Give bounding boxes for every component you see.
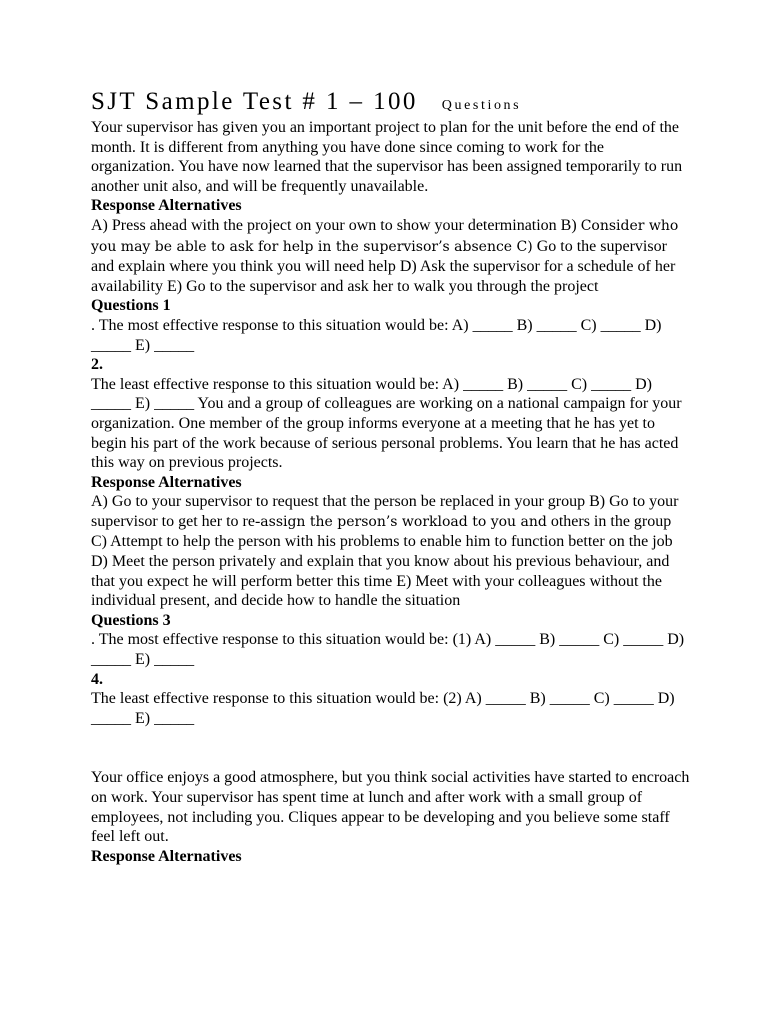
question-1-heading: Questions 1	[91, 297, 171, 315]
document-page	[91, 86, 691, 866]
scenario-2-alternatives-part-a: A) Go to your supervisor to request that the person be replaced in your group B) Go to your supervisor to get her to re-	[91, 493, 679, 530]
scenario-2-alternatives	[91, 492, 691, 611]
scenario-1-alternatives-part-a: A) Press ahead with the project on your own to show your determination B)	[91, 216, 577, 234]
section-spacer	[91, 728, 691, 768]
question-4-heading: 4.	[91, 670, 103, 688]
scenario-2-alternatives-part-b: assign the person’s workload to you and	[260, 513, 547, 530]
title-main: SJT Sample Test # 1 – 100	[91, 88, 418, 115]
scenario-3-text: Your office enjoys a good atmosphere, but you think social activities have started to encroach on work. Your supervisor has spent time at lunch and after work with a small group of employees, not including you. Cliques appear to be developing and you believe some staff feel left out.	[91, 769, 690, 846]
scenario-1-alternatives	[91, 216, 691, 296]
question-3-heading: Questions 3	[91, 611, 171, 629]
question-4-text: The least effective response to this situation would be: (2) A) _____ B) _____ C) _____ D) _____ E) _____	[91, 690, 675, 727]
scenario-2-alternatives-part-c: others in the group C) Attempt to help the person with his problems to enable him to function better on the job D) Meet the person privately and explain that you know about his previous behaviour, and that you expect he will perform better this time E) Meet with your colleagues without the individual present, and decide how to handle the situation	[91, 512, 673, 610]
scenario-2-response-heading: Response Alternatives	[91, 473, 242, 491]
question-2-text: The least effective response to this situation would be: A) _____ B) _____ C) _____ D) _____ E) _____ You and a group of colleagues are working on a national campaign for your organization. One member of the group informs everyone at a meeting that he has yet to begin his part of the work because of serious personal problems. You learn that he has acted this way on previous projects.	[91, 375, 682, 472]
question-2-heading: 2.	[91, 356, 103, 374]
scenario-1-text: Your supervisor has given you an important project to plan for the unit before the end of the month. It is different from anything you have done since coming to work for the organization. You have now learned that the supervisor has been assigned temporarily to run another unit also, and will be frequently unavailable.	[91, 119, 683, 195]
question-1-text: . The most effective response to this situation would be: A) _____ B) _____ C) _____ D) _____ E) _____	[91, 316, 662, 354]
scenario-3-response-heading: Response Alternatives	[91, 847, 242, 865]
scenario-1-response-heading: Response Alternatives	[91, 197, 242, 215]
document-title	[91, 86, 691, 118]
question-3-text: . The most effective response to this situation would be: (1) A) _____ B) _____ C) _____ D) _____ E) _____	[91, 631, 685, 669]
scenario-1-alternatives-part-b: Consider who you may be able to ask for help in the supervisor’s absence C)	[91, 217, 679, 255]
scenario-1-alternatives-part-c: Go to the supervisor and explain where you think you will need help D) Ask the supervisor for a schedule of her availability E) Go to the supervisor and ask her to walk you through the project	[91, 237, 676, 295]
title-subtitle: Questions	[441, 98, 522, 113]
